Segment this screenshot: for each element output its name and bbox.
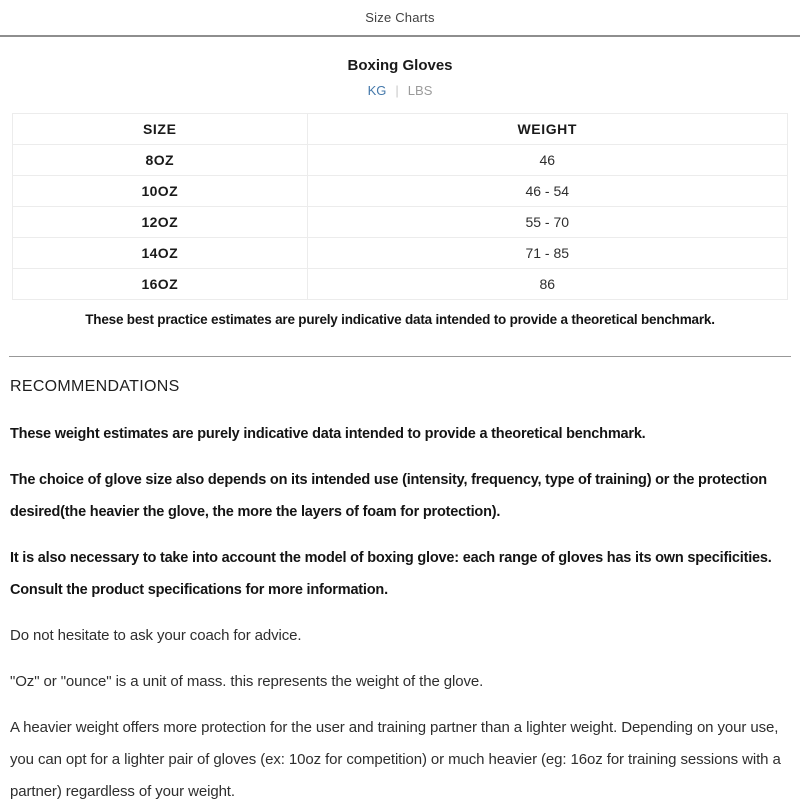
size-cell: 8OZ (13, 145, 308, 176)
recommendation-paragraph: It is also necessary to take into account the model of boxing glove: each range of gloves has its own specificities. Consult the product specifications for more information. (10, 550, 772, 598)
table-row (13, 269, 788, 300)
weight-cell: 71 - 85 (307, 238, 788, 269)
size-cell: 10OZ (13, 176, 308, 207)
table-row (13, 238, 788, 269)
section-divider (9, 356, 791, 357)
recommendation-paragraph: Do not hesitate to ask your coach for advice. (10, 627, 302, 644)
column-header-weight: WEIGHT (307, 114, 788, 145)
table-note: These best practice estimates are purely indicative data intended to provide a theoretical benchmark. (85, 312, 715, 327)
table-row (13, 145, 788, 176)
top-bar (0, 0, 800, 37)
weight-cell: 46 (307, 145, 788, 176)
unit-kg-button[interactable]: KG (367, 83, 387, 98)
unit-toggle (0, 83, 800, 98)
page-title: Size Charts (365, 10, 435, 25)
unit-lbs-button[interactable]: LBS (407, 83, 433, 98)
recommendation-paragraph: A heavier weight offers more protection for the user and training partner than a lighter weight. Depending on your use, you can opt for a lighter pair of gloves (ex: 10oz for competition) or much heavier (eg: 16oz for training sessions with a partner) regardless of your weight. (10, 719, 781, 800)
weight-cell: 86 (307, 269, 788, 300)
size-cell: 16OZ (13, 269, 308, 300)
recommendations-section (0, 378, 800, 801)
column-header-size: SIZE (13, 114, 308, 145)
size-chart-table (12, 113, 788, 300)
size-cell: 12OZ (13, 207, 308, 238)
table-header-row (13, 114, 788, 145)
recommendation-paragraph: The choice of glove size also depends on its intended use (intensity, frequency, type of training) or the protection desired(the heavier the glove, the more the layers of foam for protection). (10, 472, 767, 520)
chart-title: Boxing Gloves (347, 57, 453, 74)
weight-cell: 55 - 70 (307, 207, 788, 238)
recommendation-paragraph: "Oz" or "ounce" is a unit of mass. this represents the weight of the glove. (10, 673, 484, 690)
table-row (13, 176, 788, 207)
recommendation-paragraph: These weight estimates are purely indicative data intended to provide a theoretical benchmark. (10, 426, 646, 442)
recommendations-heading: RECOMMENDATIONS (10, 378, 180, 395)
weight-cell: 46 - 54 (307, 176, 788, 207)
size-cell: 14OZ (13, 238, 308, 269)
unit-separator: | (395, 83, 399, 98)
size-chart-section (0, 37, 800, 327)
table-row (13, 207, 788, 238)
